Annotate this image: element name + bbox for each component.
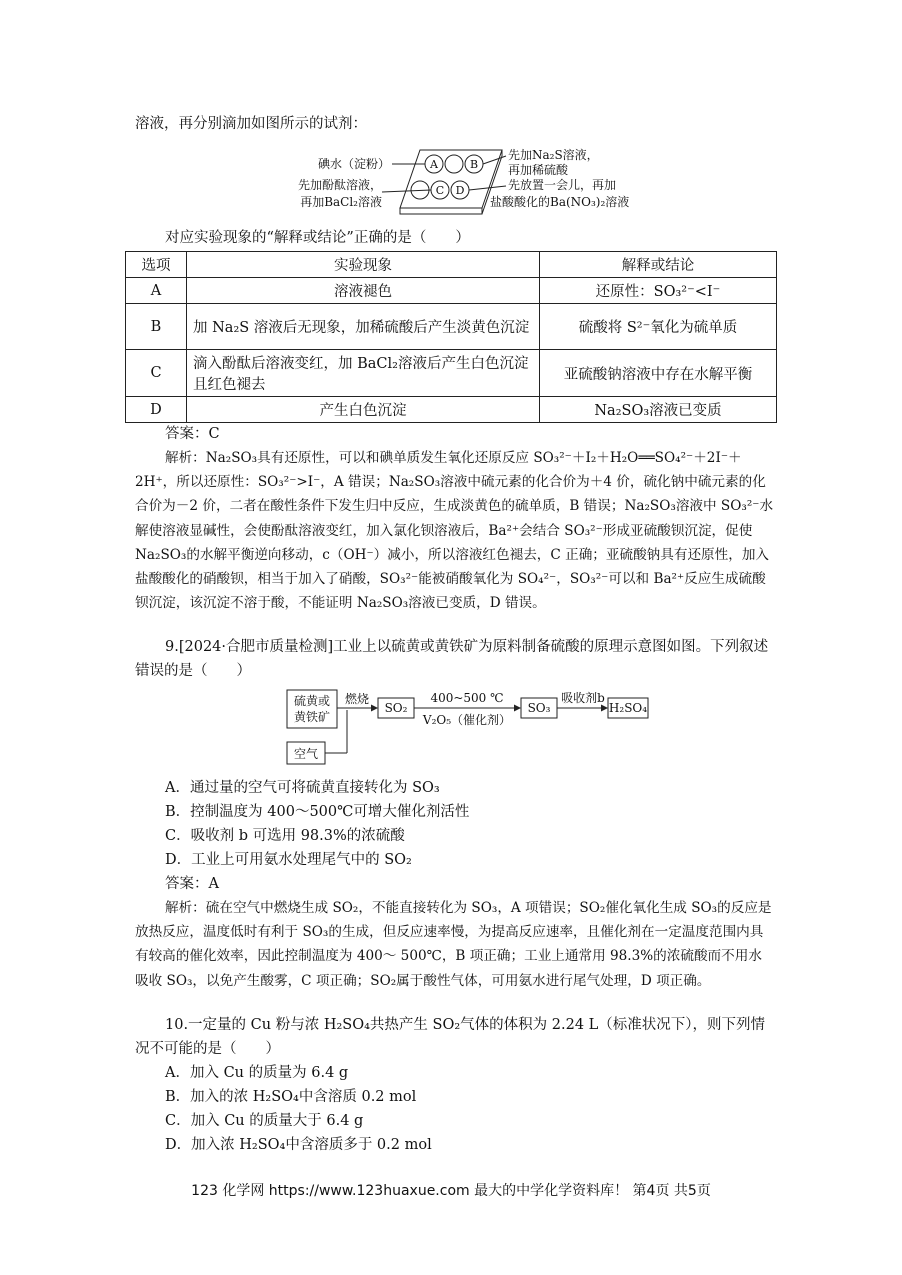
q9-option-c: C．吸收剂 b 可选用 98.3%的浓硫酸 — [165, 828, 405, 844]
table-header-row — [126, 252, 777, 278]
catalyst-label: V₂O₅（催化剂） — [422, 713, 512, 727]
so3-label: SO₃ — [527, 701, 551, 715]
reagent-d-line2: 盐酸酸化的Ba(NO₃)₂溶液 — [490, 195, 630, 209]
well-c-label: C — [435, 184, 445, 197]
well-d-label: D — [455, 184, 465, 197]
raw-material-line1: 硫黄或 — [293, 694, 331, 708]
sulfuric-acid-flow-diagram — [285, 688, 655, 768]
row-a-option: A — [126, 278, 187, 304]
q9-answer: 答案：A — [165, 876, 219, 892]
q9-option-d: D．工业上可用氨水处理尾气中的 SO₂ — [165, 852, 412, 868]
q10-option-c: C．加入 Cu 的质量大于 6.4 g — [165, 1113, 364, 1129]
q10-option-a: A．加入 Cu 的质量为 6.4 g — [165, 1065, 349, 1081]
row-c-conclusion: 亚硫酸钠溶液中存在水解平衡 — [540, 350, 777, 397]
air-label: 空气 — [293, 747, 319, 761]
header-conclusion: 解释或结论 — [540, 252, 777, 278]
reagent-c-line1: 先加酚酞溶液， — [297, 178, 382, 192]
q8-analysis: 解析：Na₂SO₃具有还原性，可以和碘单质发生氧化还原反应 SO₃²⁻＋I₂＋H₂O══SO₄²⁻＋2I⁻＋2H⁺，所以还原性：SO₃²⁻>I⁻，A 错误；Na₂SO₃溶液中硫元素的化合价为＋4 价，硫化钠中硫元素的化合价为－2 价，二者在酸性条件下发生归中反应，生成淡黄色的硫单质，B 错误；Na₂SO₃溶液中 SO₃²⁻水解使溶液显碱性，会使酚酞溶液变红，加入氯化钡溶液后，Ba²⁺会结合 SO₃²⁻形成亚硫酸钡沉淀，促使 Na₂SO₃的水解平衡逆向移动，c（OH⁻）减小，所以溶液红色褪去，C 正确；亚硫酸钠具有还原性，加入盐酸酸化的硝酸钡，相当于加入了硝酸，SO₃²⁻能被硝酸氧化为 SO₄²⁻，SO₃²⁻可以和 Ba²⁺反应生成硫酸钡沉淀，该沉淀不溶于酸，不能证明 Na₂SO₃溶液已变质，D 错误。 — [135, 450, 774, 612]
temperature-label: 400~500 ℃ — [430, 691, 504, 705]
q9-option-a: A．通过量的空气可将硫黄直接转化为 SO₃ — [165, 780, 440, 796]
well-a-label: A — [430, 158, 438, 171]
q10-option-d: D．加入浓 H₂SO₄中含溶质多于 0.2 mol — [165, 1137, 432, 1153]
q8-stem: 对应实验现象的“解释或结论”正确的是（ ） — [165, 230, 470, 246]
row-a-conclusion: 还原性：SO₃²⁻<I⁻ — [540, 278, 777, 304]
intro-text: 溶液，再分别滴加如图所示的试剂： — [135, 116, 367, 132]
q10-stem: 10.一定量的 Cu 粉与浓 H₂SO₄共热产生 SO₂气体的体积为 2.24 L（标准状况下），则下列情况不可能的是（ ） — [135, 1017, 766, 1057]
row-b-option: B — [126, 304, 187, 350]
h2so4-label: H₂SO₄ — [608, 701, 648, 715]
q10-option-b: B．加入的浓 H₂SO₄中含溶质 0.2 mol — [165, 1089, 417, 1105]
reagent-b-line1: 先加Na₂S溶液， — [508, 148, 599, 162]
row-b-phenomenon: 加 Na₂S 溶液后无现象，加稀硫酸后产生淡黄色沉淀 — [187, 304, 540, 350]
well-b-label: B — [469, 158, 479, 171]
table-row — [126, 350, 777, 397]
burn-label: 燃烧 — [344, 692, 370, 706]
reagent-a-label: 碘水（淀粉） — [317, 157, 390, 171]
table-row — [126, 397, 777, 423]
reagent-c-line2: 再加BaCl₂溶液 — [300, 195, 382, 209]
row-a-phenomenon: 溶液褪色 — [187, 278, 540, 304]
row-d-option: D — [126, 397, 187, 423]
table-row — [126, 278, 777, 304]
reagent-d-line1: 先放置一会儿，再加 — [508, 178, 617, 192]
q9-analysis: 解析：硫在空气中燃烧生成 SO₂，不能直接转化为 SO₃，A 项错误；SO₂催化氧化生成 SO₃的反应是放热反应，温度低时有利于 SO₃的生成，但反应速率慢，为提高反应速率，且催化剂在一定温度范围内具有较高的催化效率，因此控制温度为 400～ 500℃，B 项正确；工业上通常用 98.3%的浓硫酸而不用水吸收 SO₃，以免产生酸雾，C 项正确；SO₂属于酸性气体，可用氨水进行尾气处理，D 项正确。 — [135, 900, 772, 989]
page-footer: 123 化学网 https://www.123huaxue.com 最大的中学化学资料库！ 第4页 共5页 — [191, 1183, 711, 1199]
header-phenomenon: 实验现象 — [187, 252, 540, 278]
header-option: 选项 — [126, 252, 187, 278]
absorbent-label: 吸收剂b — [561, 691, 605, 705]
table-row — [126, 304, 777, 350]
row-b-conclusion: 硫酸将 S²⁻氧化为硫单质 — [540, 304, 777, 350]
q9-stem: 9.[2024·合肥市质量检测]工业上以硫黄或黄铁矿为原料制备硫酸的原理示意图如图。下列叙述错误的是（ ） — [135, 639, 769, 679]
reagent-b-line2: 再加稀硫酸 — [508, 163, 569, 177]
raw-material-line2: 黄铁矿 — [293, 710, 331, 724]
so2-label: SO₂ — [384, 701, 408, 715]
q8-answer: 答案：C — [165, 426, 220, 442]
row-c-option: C — [126, 350, 187, 397]
q9-option-b: B．控制温度为 400～500℃可增大催化剂活性 — [165, 804, 470, 820]
q8-options-table — [125, 251, 777, 423]
row-c-phenomenon: 滴入酚酞后溶液变红，加 BaCl₂溶液后产生白色沉淀且红色褪去 — [187, 350, 540, 397]
well-empty-1 — [445, 155, 463, 173]
well-plate-diagram — [290, 142, 650, 218]
row-d-conclusion: Na₂SO₃溶液已变质 — [540, 397, 777, 423]
row-d-phenomenon: 产生白色沉淀 — [187, 397, 540, 423]
